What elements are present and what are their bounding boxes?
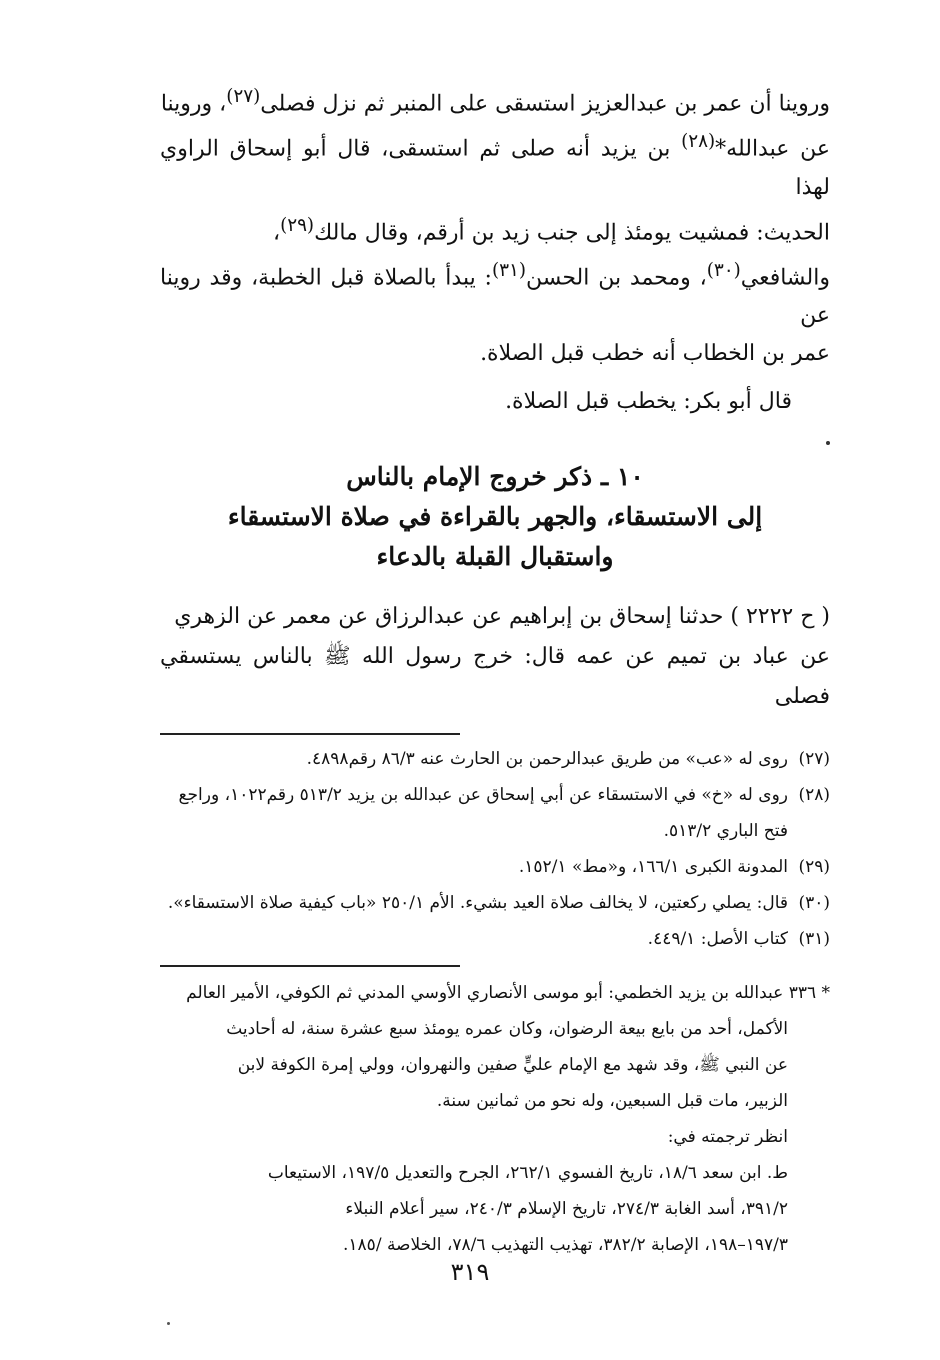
page-body bbox=[160, 78, 830, 1263]
heading-line-3: واستقبال القبلة بالدعاء bbox=[376, 542, 614, 572]
bio-line: ٣٩١/٢، أسد الغابة ٢٧٤/٣، تاريخ الإسلام ٢٤٠/٣، سير أعلام النبلاء bbox=[345, 1199, 788, 1220]
bio-line: الزبير، مات قبل السبعين، وله نحو من ثمانين سنة. bbox=[436, 1091, 788, 1112]
hadith-line: عن عباد بن تميم عن عمه قال: خرج رسول الله ﷺ بالناس يستسقي فصلى bbox=[160, 644, 830, 710]
footnote-number: (٢٨) bbox=[798, 785, 830, 806]
footnote-number: (٣١) bbox=[798, 929, 830, 950]
footnote-text: روى له «عب» من طريق عبدالرحمن بن الحارث عنه ٨٦/٣ رقم٤٨٩٨. bbox=[306, 749, 788, 770]
bio-line: * ٣٣٦ عبدالله بن يزيد الخطمي: أبو موسى الأنصاري الأوسي المدني ثم الكوفي، الأمير العالم bbox=[186, 983, 830, 1004]
footnote-number: (٢٧) bbox=[798, 749, 830, 770]
bio-line: عن النبي ﷺ، وقد شهد مع الإمام عليٍّ صفين والنهروان، وولي إمرة الكوفة لابن bbox=[237, 1055, 788, 1076]
page-number: ٣١٩ bbox=[450, 1258, 490, 1286]
main-line: عمر بن الخطاب أنه خطب قبل الصلاة. bbox=[480, 341, 830, 367]
heading-line-2: إلى الاستسقاء، والجهر بالقراءة في صلاة الاستسقاء bbox=[227, 502, 763, 532]
heading-line-1: ١٠ ـ ذكر خروج الإمام بالناس bbox=[346, 462, 644, 492]
main-paragraph bbox=[160, 78, 830, 373]
footnotes bbox=[160, 741, 830, 957]
footnote-divider bbox=[160, 733, 460, 735]
footnote-text: كتاب الأصل: ٤٤٩/١. bbox=[647, 929, 788, 950]
separator-dot bbox=[826, 441, 830, 445]
footnote bbox=[160, 921, 830, 957]
main-line: عن عبدالله*$^{(٢٨)}$ بن يزيد أنه صلى ثم استسقى، قال أبو إسحاق الراوي لهذا bbox=[160, 131, 830, 200]
hadith-text bbox=[160, 597, 830, 717]
footnote-text: روى له «خ» في الاستسقاء عن أبي إسحاق عن عبدالله بن يزيد ٥١٣/٢ رقم١٠٢٢، وراجع فتح الباري ٥١٣/٢. bbox=[178, 785, 788, 842]
biography-note bbox=[160, 975, 830, 1263]
footnote-number: (٢٩) bbox=[798, 857, 830, 878]
footnote bbox=[160, 849, 830, 885]
hadith-line: ( ح ٢٢٢٢ ) حدثنا إسحاق بن إبراهيم عن عبدالرزاق عن معمر عن الزهري bbox=[174, 604, 830, 630]
footnote-number: (٣٠) bbox=[798, 893, 830, 914]
bio-line: ط. ابن سعد ١٨/٦، تاريخ الفسوي ٢٦٢/١، الجرح والتعديل ١٩٧/٥، الاستيعاب bbox=[267, 1163, 788, 1184]
bio-line: ١٩٧/٣–١٩٨، الإصابة ٣٨٢/٢، تهذيب التهذيب ٧٨/٦، الخلاصة /١٨٥. bbox=[343, 1235, 788, 1256]
bio-line: الأكمل، أحد من بايع بيعة الرضوان، وكان عمره يومئذ سبع عشرة سنة، له أحاديث bbox=[226, 1019, 788, 1040]
bio-line: انظر ترجمته في: bbox=[667, 1127, 788, 1148]
footnote bbox=[160, 885, 830, 921]
main-line: والشافعي$^{(٣٠)}$، ومحمد بن الحسن$^{(٣١)}$: يبدأ بالصلاة قبل الخطبة، وقد روينا عن bbox=[160, 259, 830, 329]
footnote-text: قال: يصلي ركعتين، لا يخالف صلاة العيد بشيء. الأم ٢٥٠/١ «باب كيفية صلاة الاستسقاء». bbox=[167, 893, 788, 914]
abu-bakr-statement: قال أبو بكر: يخطب قبل الصلاة. bbox=[505, 389, 792, 415]
main-line: وروينا أن عمر بن عبدالعزيز استسقى على المنبر ثم نزل فصلى$^{(٢٧)}$، وروينا bbox=[160, 86, 830, 117]
scan-speck bbox=[167, 1322, 170, 1325]
footnote-text: المدونة الكبرى ١٦٦/١، و«مط» ١٥٢/١. bbox=[518, 857, 788, 878]
chapter-heading bbox=[160, 457, 830, 577]
main-line: الحديث: فمشيت يومئذ إلى جنب زيد بن أرقم، وقال مالك$^{(٢٩)}$، bbox=[272, 214, 830, 245]
footnote bbox=[160, 777, 830, 849]
footnote bbox=[160, 741, 830, 777]
biography-divider bbox=[160, 965, 460, 967]
